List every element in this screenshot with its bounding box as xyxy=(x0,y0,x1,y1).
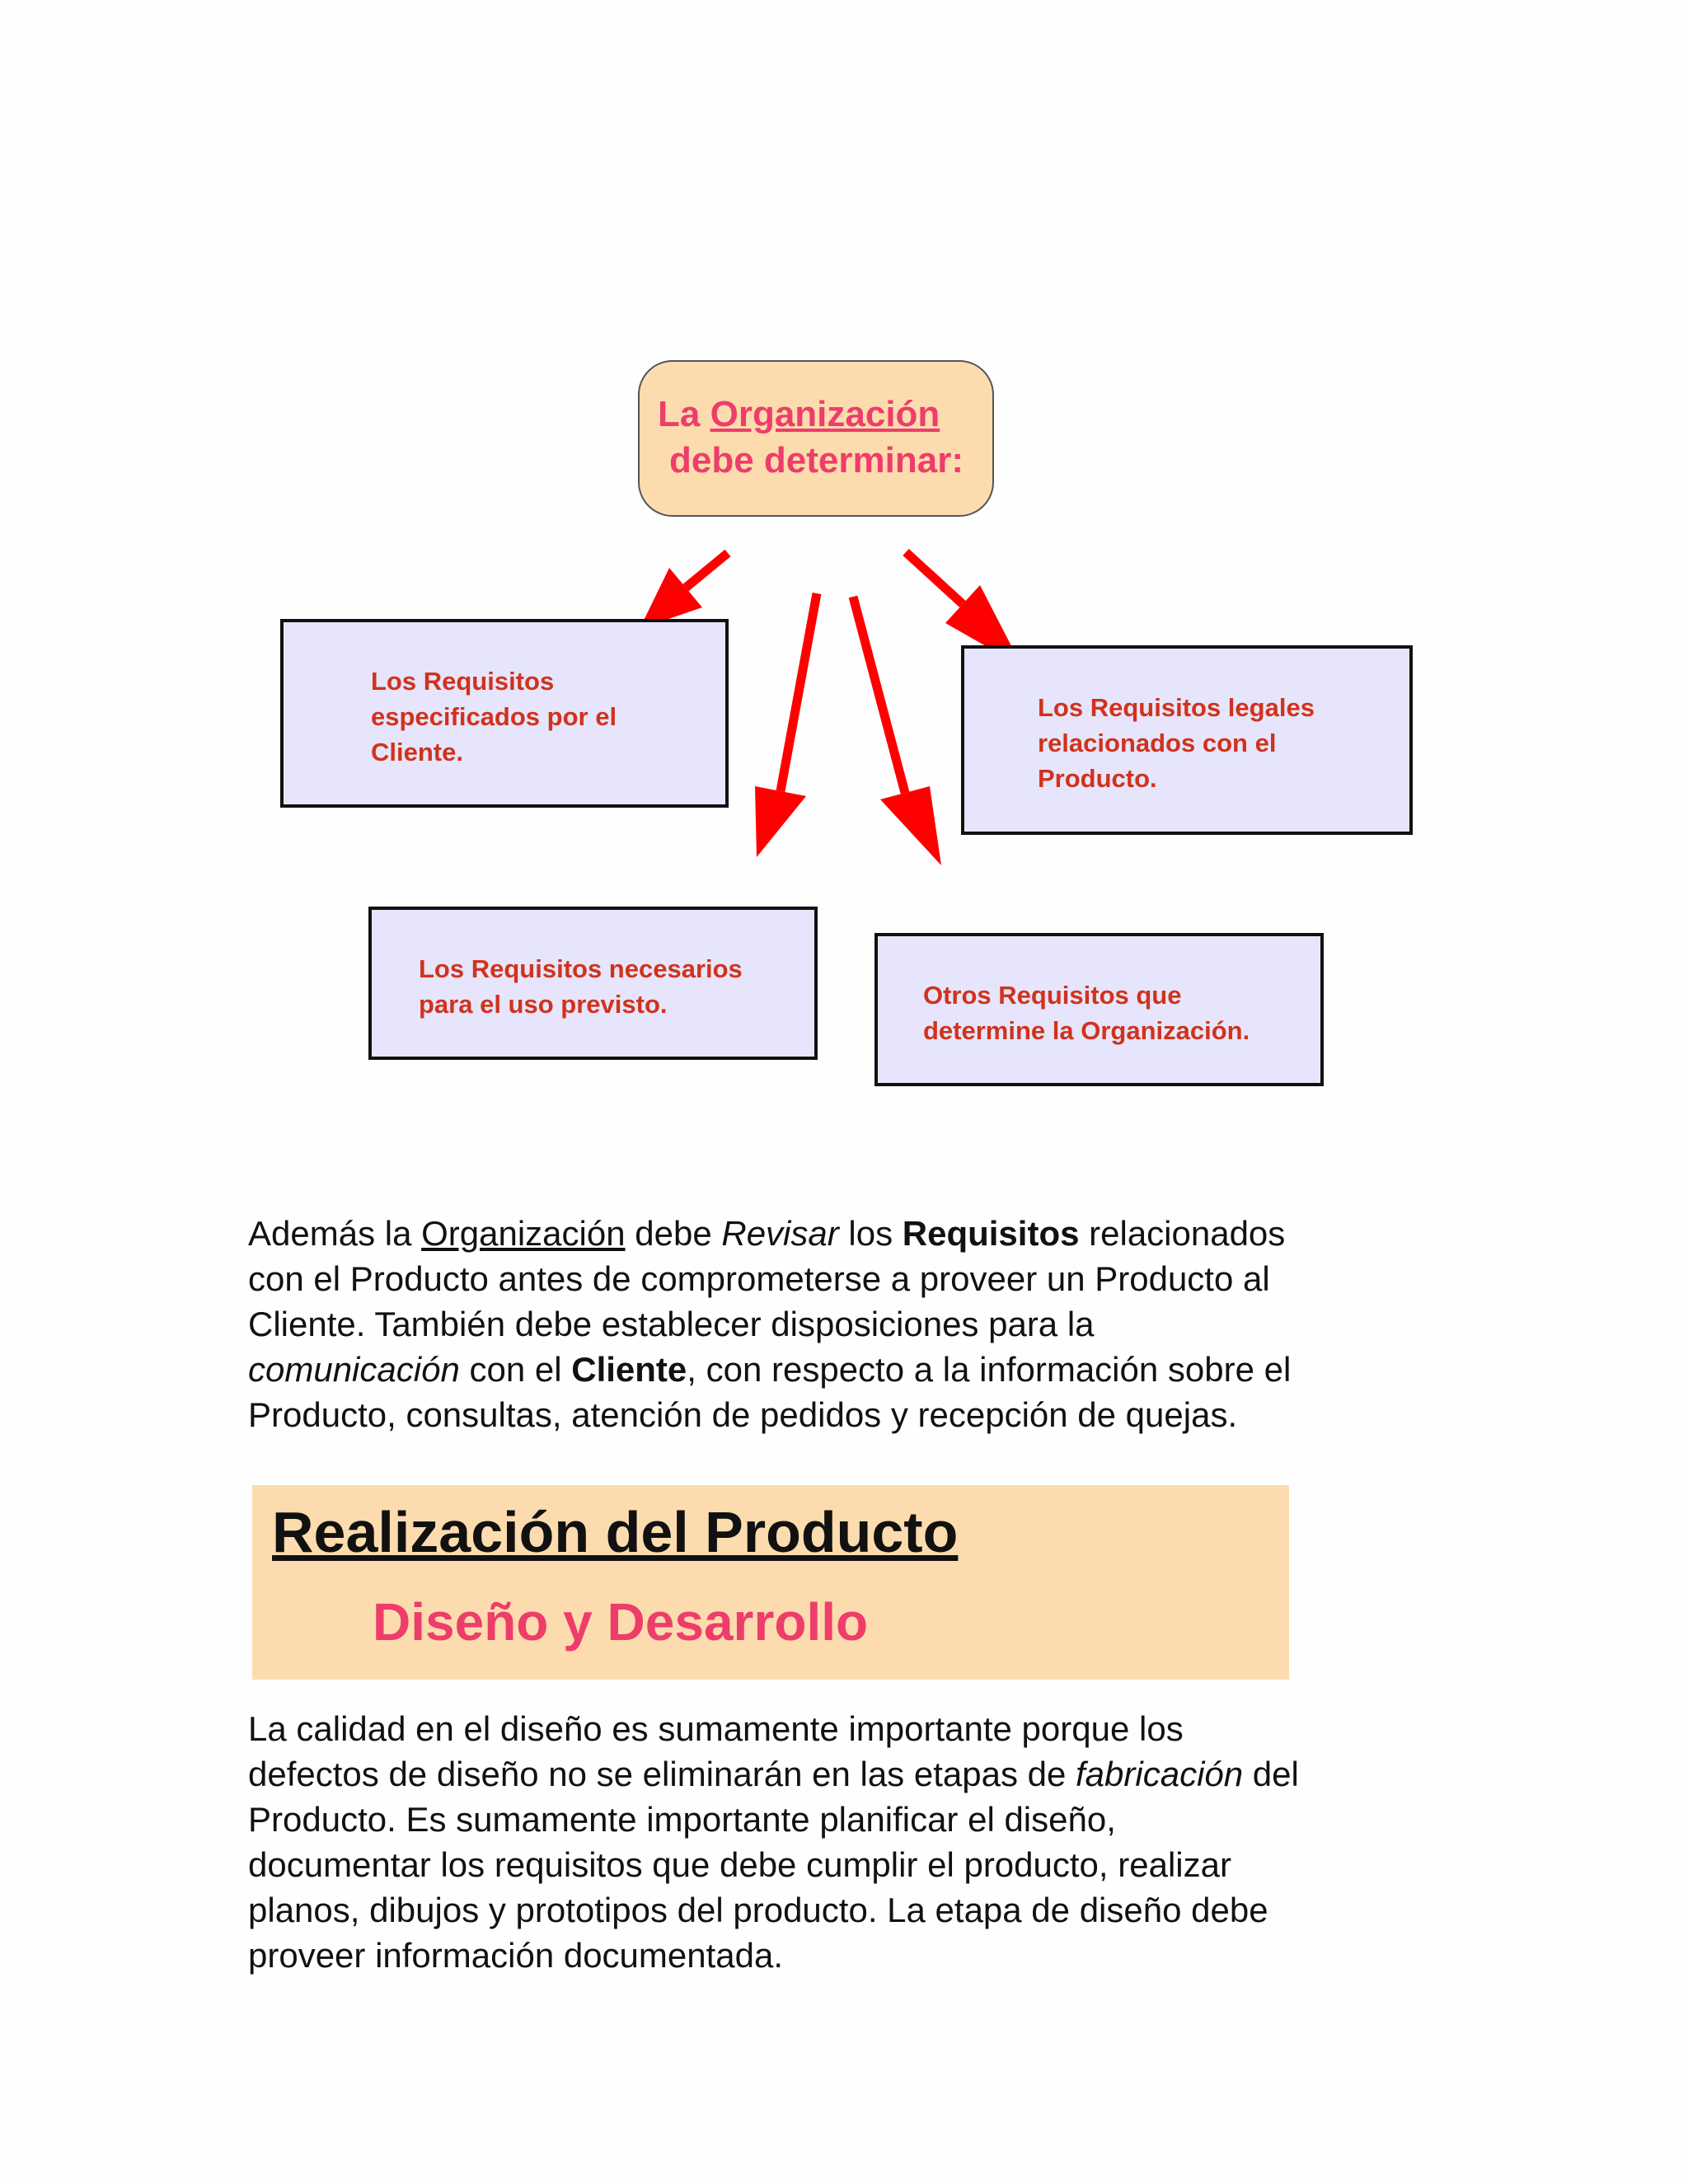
text-requisitos: Requisitos xyxy=(902,1214,1080,1253)
text-line xyxy=(248,1347,1468,1392)
text-line: planos, dibujos y prototipos del producto. La etapa de diseño debe xyxy=(248,1891,1268,1929)
text-line: documentar los requisitos que debe cumplir el producto, realizar xyxy=(248,1845,1231,1884)
root-line2: debe determinar: xyxy=(669,440,964,480)
box-line: para el uso previsto. xyxy=(419,990,668,1019)
root-prefix: La xyxy=(658,394,701,434)
text-run: debe xyxy=(625,1214,722,1253)
text-run: los xyxy=(838,1214,903,1253)
section-banner xyxy=(252,1485,1289,1680)
box-requisitos-cliente xyxy=(280,619,729,808)
text-line xyxy=(248,1211,1468,1256)
text-run: relacionados xyxy=(1079,1214,1286,1253)
section-subtitle: Diseño y Desarrollo xyxy=(373,1592,869,1652)
text-line: Producto, consultas, atención de pedidos y recepción de quejas. xyxy=(248,1395,1238,1434)
text-cliente: Cliente xyxy=(571,1350,687,1389)
box-otros-requisitos xyxy=(874,933,1324,1086)
paragraph-calidad-diseno xyxy=(248,1706,1468,1978)
box-line: Los Requisitos legales xyxy=(1038,693,1315,722)
text-run: Además la xyxy=(248,1214,422,1253)
text-line: Cliente. También debe establecer disposiciones para la xyxy=(248,1305,1095,1343)
box-requisitos-uso-previsto xyxy=(368,907,818,1060)
text-run: del xyxy=(1243,1755,1299,1793)
box-line: Otros Requisitos que xyxy=(923,981,1182,1010)
text-line: Producto. Es sumamente importante planificar el diseño, xyxy=(248,1800,1116,1839)
box-line: Producto. xyxy=(1038,764,1157,793)
diagram-root-node xyxy=(638,360,994,517)
text-line: proveer información documentada. xyxy=(248,1936,784,1975)
text-organizacion: Organización xyxy=(421,1214,626,1253)
box-requisitos-legales xyxy=(961,645,1413,835)
arrow-to-cliente xyxy=(640,553,728,629)
text-line: con el Producto antes de comprometerse a proveer un Producto al xyxy=(248,1259,1270,1298)
arrow-to-uso xyxy=(755,593,817,857)
box-line: Los Requisitos necesarios xyxy=(419,954,743,983)
text-line xyxy=(248,1751,1468,1797)
paragraph-revisar-requisitos xyxy=(248,1211,1468,1437)
box-line: determine la Organización. xyxy=(923,1016,1250,1045)
text-run: , con respecto a la información sobre el xyxy=(687,1350,1292,1389)
box-line: Cliente. xyxy=(371,738,463,766)
section-title: Realización del Producto xyxy=(272,1500,959,1564)
text-line: La calidad en el diseño es sumamente importante porque los xyxy=(248,1709,1184,1748)
root-organizacion: Organización xyxy=(710,394,940,434)
box-line: Los Requisitos xyxy=(371,667,555,696)
text-comunicacion: comunicación xyxy=(248,1350,460,1389)
arrow-to-otros xyxy=(853,597,941,865)
text-fabricacion: fabricación xyxy=(1076,1755,1244,1793)
box-line: especificados por el xyxy=(371,702,617,731)
text-run: defectos de diseño no se eliminarán en las etapas de xyxy=(248,1755,1076,1793)
box-line: relacionados con el xyxy=(1038,729,1277,757)
text-run: con el xyxy=(459,1350,572,1389)
text-revisar: Revisar xyxy=(721,1214,839,1253)
